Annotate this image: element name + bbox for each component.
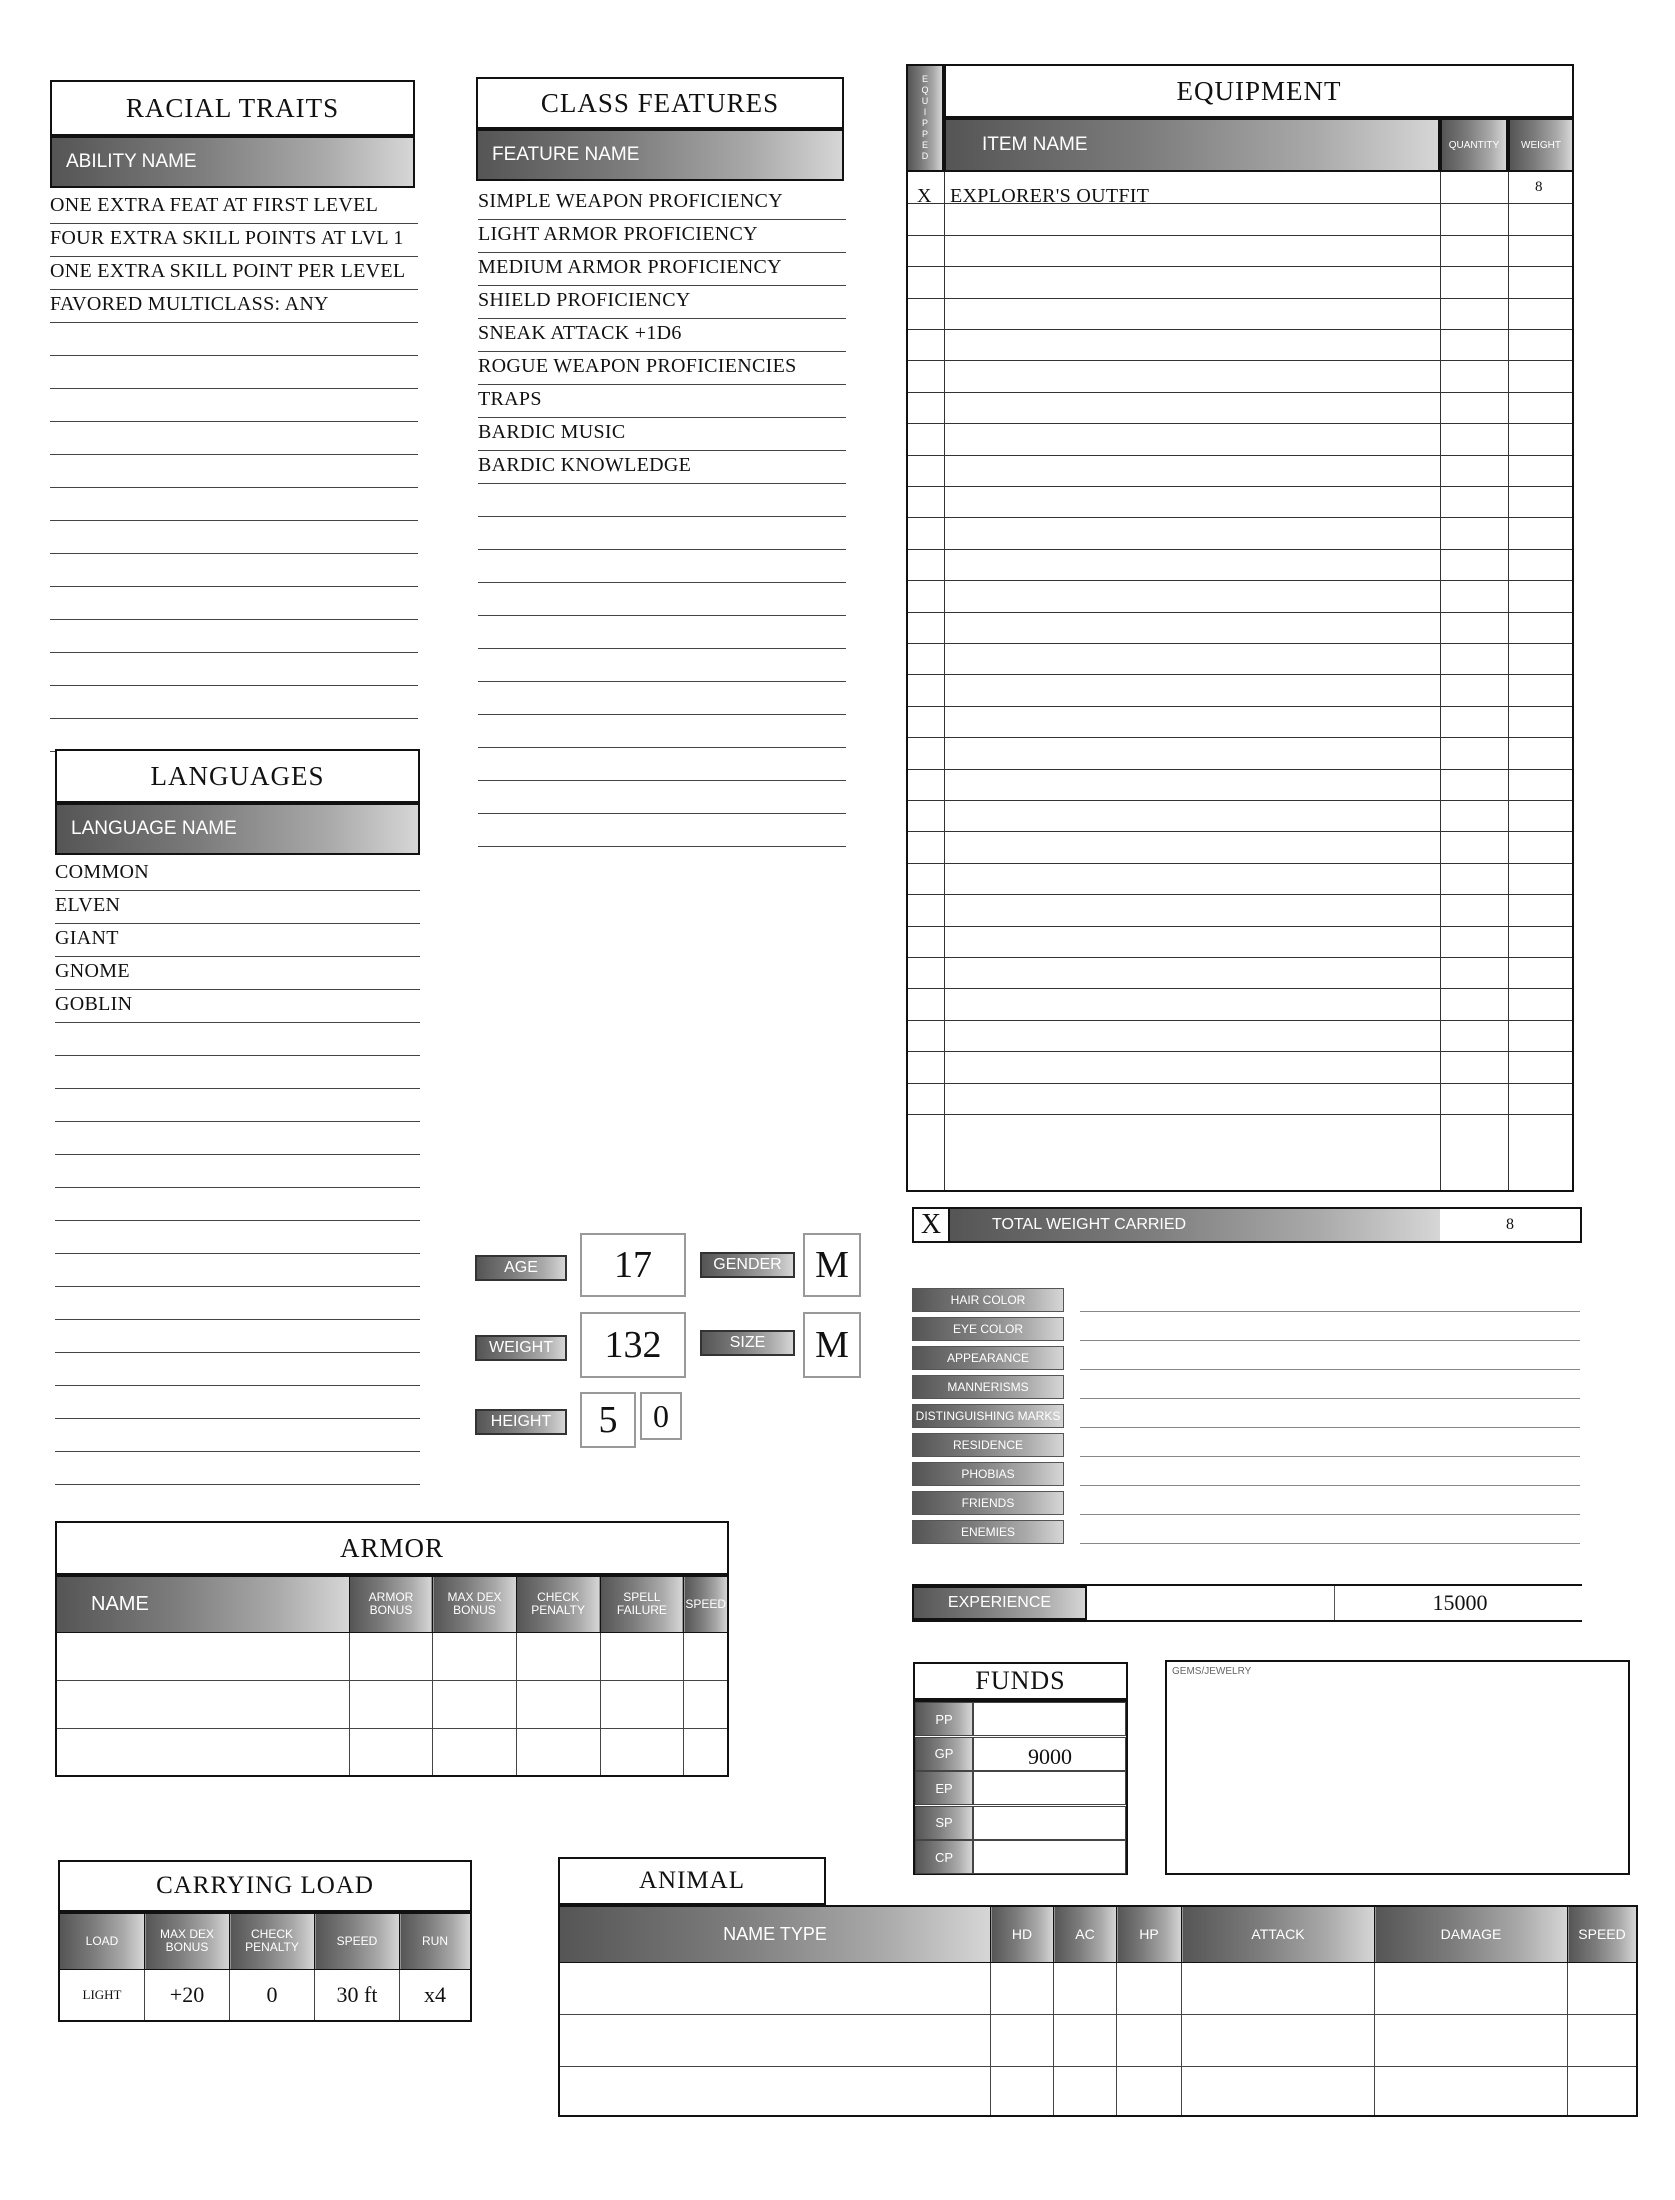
list-rule bbox=[50, 520, 418, 521]
gems-label: GEMS/JEWELRY bbox=[1172, 1666, 1252, 1677]
list-item[interactable] bbox=[478, 619, 846, 648]
list-item[interactable] bbox=[478, 817, 846, 846]
table-row[interactable] bbox=[559, 2066, 1637, 2116]
racial-traits-title: RACIAL TRAITS bbox=[50, 80, 415, 136]
coin-value-box[interactable] bbox=[973, 1702, 1126, 1736]
description-field-input[interactable] bbox=[1080, 1288, 1580, 1310]
list-rule bbox=[478, 681, 846, 682]
list-rule bbox=[50, 256, 418, 257]
list-item[interactable] bbox=[55, 1191, 420, 1220]
age-label: AGE bbox=[475, 1255, 567, 1281]
list-item[interactable] bbox=[55, 1455, 420, 1484]
equipment-row[interactable] bbox=[944, 769, 1440, 798]
load-run-value: x4 bbox=[400, 1969, 472, 2021]
list-rule bbox=[478, 483, 846, 484]
equipment-row[interactable] bbox=[944, 517, 1440, 546]
list-item[interactable]: FOUR EXTRA SKILL POINTS AT LVL 1 bbox=[50, 227, 404, 249]
equipment-column-divider bbox=[1508, 172, 1509, 1190]
description-field-label: ENEMIES bbox=[912, 1520, 1064, 1544]
description-field-line bbox=[1080, 1514, 1580, 1515]
equipment-row[interactable] bbox=[944, 706, 1440, 735]
table-row[interactable] bbox=[59, 1969, 471, 2021]
total-weight-mark[interactable]: X bbox=[914, 1209, 950, 1241]
equipment-item-name[interactable]: EXPLORER'S OUTFIT bbox=[950, 185, 1150, 207]
list-rule bbox=[55, 1253, 420, 1254]
animal-col-hp: HP bbox=[1117, 1906, 1182, 1962]
list-rule bbox=[55, 989, 420, 990]
animal-col-ac: AC bbox=[1054, 1906, 1117, 1962]
list-item[interactable] bbox=[50, 557, 418, 586]
list-rule bbox=[478, 450, 846, 451]
load-max-dex-value: +20 bbox=[145, 1969, 230, 2021]
equipment-row[interactable] bbox=[944, 988, 1440, 1017]
list-rule bbox=[478, 780, 846, 781]
list-item[interactable]: ONE EXTRA SKILL POINT PER LEVEL bbox=[50, 260, 406, 282]
list-rule bbox=[55, 1319, 420, 1320]
equipment-column-divider bbox=[1440, 172, 1441, 1190]
age-value[interactable]: 17 bbox=[580, 1233, 686, 1297]
description-field-input[interactable] bbox=[1080, 1404, 1580, 1426]
animal-col-name-type: NAME TYPE bbox=[559, 1906, 991, 1962]
list-rule bbox=[478, 318, 846, 319]
description-field-label: EYE COLOR bbox=[912, 1317, 1064, 1341]
list-rule bbox=[55, 1154, 420, 1155]
list-item[interactable] bbox=[55, 1323, 420, 1352]
list-rule bbox=[55, 1121, 420, 1122]
description-field-input[interactable] bbox=[1080, 1346, 1580, 1368]
list-item[interactable] bbox=[55, 1125, 420, 1154]
list-item[interactable] bbox=[50, 656, 418, 685]
armor-col-speed: SPEED bbox=[684, 1576, 728, 1632]
list-rule bbox=[55, 1418, 420, 1419]
coin-value-box[interactable] bbox=[973, 1840, 1126, 1874]
class-features-title: CLASS FEATURES bbox=[476, 77, 844, 129]
load-col-speed: SPEED bbox=[315, 1913, 400, 1969]
equipment-row[interactable] bbox=[944, 1051, 1440, 1080]
list-item[interactable] bbox=[50, 425, 418, 454]
load-check-penalty-value: 0 bbox=[230, 1969, 315, 2021]
list-item[interactable]: GIANT bbox=[55, 927, 119, 949]
equipped-column-header bbox=[906, 64, 944, 172]
list-rule bbox=[55, 923, 420, 924]
equipment-equipped-mark[interactable]: X bbox=[917, 185, 932, 207]
list-rule bbox=[50, 421, 418, 422]
list-item[interactable]: GNOME bbox=[55, 960, 130, 982]
load-col-max-dex: MAX DEX BONUS bbox=[145, 1913, 230, 1969]
animal-col-hd: HD bbox=[991, 1906, 1054, 1962]
equipment-row[interactable] bbox=[944, 674, 1440, 703]
list-rule bbox=[478, 219, 846, 220]
description-field-input[interactable] bbox=[1080, 1462, 1580, 1484]
equipment-row[interactable] bbox=[944, 360, 1440, 389]
list-item[interactable] bbox=[55, 1422, 420, 1451]
gender-value[interactable]: M bbox=[803, 1233, 861, 1297]
animal-col-damage: DAMAGE bbox=[1375, 1906, 1568, 1962]
armor-col-name: NAME bbox=[56, 1576, 349, 1632]
list-rule bbox=[55, 1022, 420, 1023]
equipment-row[interactable] bbox=[944, 392, 1440, 421]
description-field-line bbox=[1080, 1369, 1580, 1370]
list-rule bbox=[55, 1484, 420, 1485]
list-rule bbox=[50, 454, 418, 455]
list-item[interactable] bbox=[55, 1158, 420, 1187]
height-inches-value[interactable]: 0 bbox=[640, 1392, 682, 1440]
list-item[interactable] bbox=[478, 586, 846, 615]
list-item[interactable] bbox=[478, 520, 846, 549]
equipment-row[interactable] bbox=[944, 1020, 1440, 1049]
equipment-row[interactable] bbox=[944, 580, 1440, 609]
description-field-line bbox=[1080, 1543, 1580, 1544]
list-rule bbox=[478, 813, 846, 814]
armor-col-max-dex: MAX DEX BONUS bbox=[433, 1576, 516, 1632]
list-rule bbox=[478, 549, 846, 550]
armor-table bbox=[55, 1575, 729, 1777]
load-col-check-penalty: CHECK PENALTY bbox=[230, 1913, 315, 1969]
list-item[interactable] bbox=[50, 590, 418, 619]
weight-value[interactable]: 132 bbox=[580, 1312, 686, 1378]
list-item[interactable] bbox=[55, 1092, 420, 1121]
list-rule bbox=[50, 553, 418, 554]
list-rule bbox=[55, 1055, 420, 1056]
list-rule bbox=[55, 1220, 420, 1221]
list-item[interactable] bbox=[50, 722, 418, 751]
load-col-run: RUN bbox=[400, 1913, 472, 1969]
load-speed-value: 30 ft bbox=[315, 1969, 400, 2021]
animal-title: ANIMAL bbox=[558, 1857, 826, 1905]
list-item[interactable] bbox=[55, 1257, 420, 1286]
carrying-load-table bbox=[58, 1912, 472, 2022]
list-rule bbox=[55, 890, 420, 891]
list-rule bbox=[478, 714, 846, 715]
list-item[interactable]: SNEAK ATTACK +1D6 bbox=[478, 322, 682, 344]
equipment-row[interactable] bbox=[944, 298, 1440, 327]
animal-table bbox=[558, 1905, 1638, 2117]
equipment-weight-header: WEIGHT bbox=[1508, 118, 1574, 172]
table-row[interactable] bbox=[56, 1632, 728, 1680]
list-rule bbox=[478, 252, 846, 253]
description-field-line bbox=[1080, 1427, 1580, 1428]
list-item[interactable] bbox=[478, 751, 846, 780]
racial-traits-column-header: ABILITY NAME bbox=[50, 136, 415, 188]
equipment-row[interactable] bbox=[944, 455, 1440, 484]
list-rule bbox=[478, 846, 846, 847]
description-field-input[interactable] bbox=[1080, 1433, 1580, 1455]
coin-label: CP bbox=[915, 1840, 973, 1874]
list-rule bbox=[478, 351, 846, 352]
equipment-row-rule bbox=[908, 1114, 1572, 1115]
list-rule bbox=[55, 1385, 420, 1386]
list-item[interactable] bbox=[478, 718, 846, 747]
list-item[interactable] bbox=[50, 326, 418, 355]
list-item[interactable] bbox=[50, 623, 418, 652]
coin-value-box[interactable] bbox=[973, 1771, 1126, 1805]
list-rule bbox=[50, 487, 418, 488]
description-field-line bbox=[1080, 1485, 1580, 1486]
list-rule bbox=[55, 956, 420, 957]
list-item[interactable]: FAVORED MULTICLASS: ANY bbox=[50, 293, 329, 315]
experience-label: EXPERIENCE bbox=[912, 1586, 1087, 1620]
list-item[interactable]: COMMON bbox=[55, 861, 150, 883]
list-item[interactable] bbox=[55, 1224, 420, 1253]
equipment-row[interactable] bbox=[944, 926, 1440, 955]
load-value: LIGHT bbox=[59, 1969, 145, 2021]
total-weight-value[interactable]: 8 bbox=[1506, 1216, 1514, 1233]
equipment-row[interactable] bbox=[944, 894, 1440, 923]
list-rule bbox=[478, 516, 846, 517]
description-field-label: RESIDENCE bbox=[912, 1433, 1064, 1457]
list-rule bbox=[478, 615, 846, 616]
equipment-row[interactable] bbox=[944, 737, 1440, 766]
description-field-label: DISTINGUISHING MARKS bbox=[912, 1404, 1064, 1428]
gender-label: GENDER bbox=[700, 1252, 795, 1278]
description-field-line bbox=[1080, 1398, 1580, 1399]
list-item[interactable] bbox=[50, 689, 418, 718]
list-rule bbox=[50, 619, 418, 620]
gems-box[interactable] bbox=[1165, 1660, 1630, 1875]
list-rule bbox=[55, 1451, 420, 1452]
list-rule bbox=[478, 384, 846, 385]
equipment-column-divider bbox=[944, 172, 945, 1190]
equipment-row[interactable] bbox=[944, 643, 1440, 672]
total-weight-label: TOTAL WEIGHT CARRIED bbox=[950, 1209, 1440, 1241]
list-rule bbox=[50, 322, 418, 323]
description-field-line bbox=[1080, 1311, 1580, 1312]
list-rule bbox=[478, 648, 846, 649]
description-field-label: FRIENDS bbox=[912, 1491, 1064, 1515]
description-field-line bbox=[1080, 1456, 1580, 1457]
equipment-row[interactable] bbox=[944, 957, 1440, 986]
list-item[interactable] bbox=[50, 458, 418, 487]
coin-label: GP bbox=[915, 1737, 973, 1771]
carrying-load-title: CARRYING LOAD bbox=[58, 1860, 472, 1912]
list-item[interactable] bbox=[50, 359, 418, 388]
equipment-row[interactable] bbox=[944, 1083, 1440, 1112]
description-field-line bbox=[1080, 1340, 1580, 1341]
armor-col-spell-failure: SPELL FAILURE bbox=[600, 1576, 684, 1632]
equipment-row[interactable] bbox=[944, 800, 1440, 829]
description-field-label: APPEARANCE bbox=[912, 1346, 1064, 1370]
list-rule bbox=[478, 582, 846, 583]
list-item[interactable]: ELVEN bbox=[55, 894, 121, 916]
description-field-input[interactable] bbox=[1080, 1520, 1580, 1542]
list-item[interactable]: ONE EXTRA FEAT AT FIRST LEVEL bbox=[50, 194, 379, 216]
list-item[interactable] bbox=[55, 1026, 420, 1055]
armor-title: ARMOR bbox=[55, 1521, 729, 1575]
list-rule bbox=[55, 1352, 420, 1353]
list-item[interactable] bbox=[50, 392, 418, 421]
equipment-item-weight[interactable]: 8 bbox=[1535, 179, 1543, 195]
list-rule bbox=[478, 417, 846, 418]
coin-label: PP bbox=[915, 1702, 973, 1736]
load-col-load: LOAD bbox=[59, 1913, 145, 1969]
equipment-row[interactable] bbox=[944, 266, 1440, 295]
equipment-quantity-header: QUANTITY bbox=[1440, 118, 1508, 172]
table-row[interactable] bbox=[56, 1728, 728, 1776]
list-item[interactable] bbox=[478, 553, 846, 582]
list-rule bbox=[50, 586, 418, 587]
list-item[interactable]: SIMPLE WEAPON PROFICIENCY bbox=[478, 190, 783, 212]
list-item[interactable] bbox=[478, 784, 846, 813]
list-item[interactable]: BARDIC MUSIC bbox=[478, 421, 626, 443]
list-rule bbox=[55, 1187, 420, 1188]
list-rule bbox=[50, 289, 418, 290]
equipped-label: EQUIPPED bbox=[920, 74, 930, 162]
list-item[interactable]: MEDIUM ARMOR PROFICIENCY bbox=[478, 256, 782, 278]
table-row[interactable] bbox=[559, 2014, 1637, 2066]
languages-column-header: LANGUAGE NAME bbox=[55, 803, 420, 855]
list-rule bbox=[478, 285, 846, 286]
list-item[interactable] bbox=[55, 1059, 420, 1088]
coin-label: SP bbox=[915, 1806, 973, 1840]
equipment-row[interactable] bbox=[944, 486, 1440, 515]
languages-title: LANGUAGES bbox=[55, 749, 420, 803]
list-item[interactable]: ROGUE WEAPON PROFICIENCIES bbox=[478, 355, 797, 377]
description-field-label: PHOBIAS bbox=[912, 1462, 1064, 1486]
list-item[interactable] bbox=[50, 491, 418, 520]
equipment-title: EQUIPMENT bbox=[944, 64, 1574, 118]
list-item[interactable] bbox=[478, 652, 846, 681]
gp-value[interactable]: 9000 bbox=[1028, 1744, 1072, 1769]
list-item[interactable] bbox=[55, 1356, 420, 1385]
equipment-row[interactable] bbox=[944, 235, 1440, 264]
list-rule bbox=[50, 355, 418, 356]
description-field-input[interactable] bbox=[1080, 1317, 1580, 1339]
list-item[interactable] bbox=[478, 685, 846, 714]
list-rule bbox=[55, 1088, 420, 1089]
size-label: SIZE bbox=[700, 1330, 795, 1356]
list-rule bbox=[478, 747, 846, 748]
armor-col-check-penalty: CHECK PENALTY bbox=[516, 1576, 600, 1632]
size-value[interactable]: M bbox=[803, 1312, 861, 1378]
description-field-label: HAIR COLOR bbox=[912, 1288, 1064, 1312]
equipment-row[interactable] bbox=[944, 329, 1440, 358]
table-row[interactable] bbox=[559, 1962, 1637, 2014]
weight-label: WEIGHT bbox=[475, 1335, 567, 1361]
experience-divider bbox=[1334, 1586, 1335, 1620]
list-rule bbox=[50, 652, 418, 653]
description-field-input[interactable] bbox=[1080, 1491, 1580, 1513]
height-label: HEIGHT bbox=[475, 1409, 567, 1435]
list-item[interactable]: GOBLIN bbox=[55, 993, 133, 1015]
class-features-column-header: FEATURE NAME bbox=[476, 129, 844, 181]
list-rule bbox=[50, 223, 418, 224]
list-item[interactable]: BARDIC KNOWLEDGE bbox=[478, 454, 692, 476]
list-rule bbox=[55, 1286, 420, 1287]
list-item[interactable] bbox=[50, 524, 418, 553]
list-item[interactable] bbox=[55, 1290, 420, 1319]
coin-value-box[interactable] bbox=[973, 1806, 1126, 1840]
description-field-input[interactable] bbox=[1080, 1375, 1580, 1397]
armor-col-bonus: ARMOR BONUS bbox=[349, 1576, 433, 1632]
equipment-row[interactable] bbox=[944, 863, 1440, 892]
equipment-row[interactable] bbox=[944, 612, 1440, 641]
equipment-row[interactable] bbox=[944, 423, 1440, 452]
list-item[interactable] bbox=[55, 1389, 420, 1418]
list-rule bbox=[50, 388, 418, 389]
list-item[interactable]: LIGHT ARMOR PROFICIENCY bbox=[478, 223, 758, 245]
funds-title: FUNDS bbox=[913, 1662, 1128, 1700]
list-item[interactable]: TRAPS bbox=[478, 388, 542, 410]
height-feet-value[interactable]: 5 bbox=[580, 1392, 636, 1448]
experience-value[interactable]: 15000 bbox=[1432, 1590, 1488, 1615]
equipment-row[interactable] bbox=[944, 831, 1440, 860]
list-item[interactable] bbox=[478, 487, 846, 516]
coin-label: EP bbox=[915, 1771, 973, 1805]
description-field-label: MANNERISMS bbox=[912, 1375, 1064, 1399]
equipment-item-header: ITEM NAME bbox=[944, 118, 1440, 172]
animal-col-speed: SPEED bbox=[1568, 1906, 1638, 1962]
animal-col-attack: ATTACK bbox=[1182, 1906, 1375, 1962]
equipment-row[interactable] bbox=[944, 549, 1440, 578]
table-row[interactable] bbox=[56, 1680, 728, 1728]
list-rule bbox=[50, 685, 418, 686]
list-rule bbox=[50, 718, 418, 719]
list-item[interactable]: SHIELD PROFICIENCY bbox=[478, 289, 691, 311]
